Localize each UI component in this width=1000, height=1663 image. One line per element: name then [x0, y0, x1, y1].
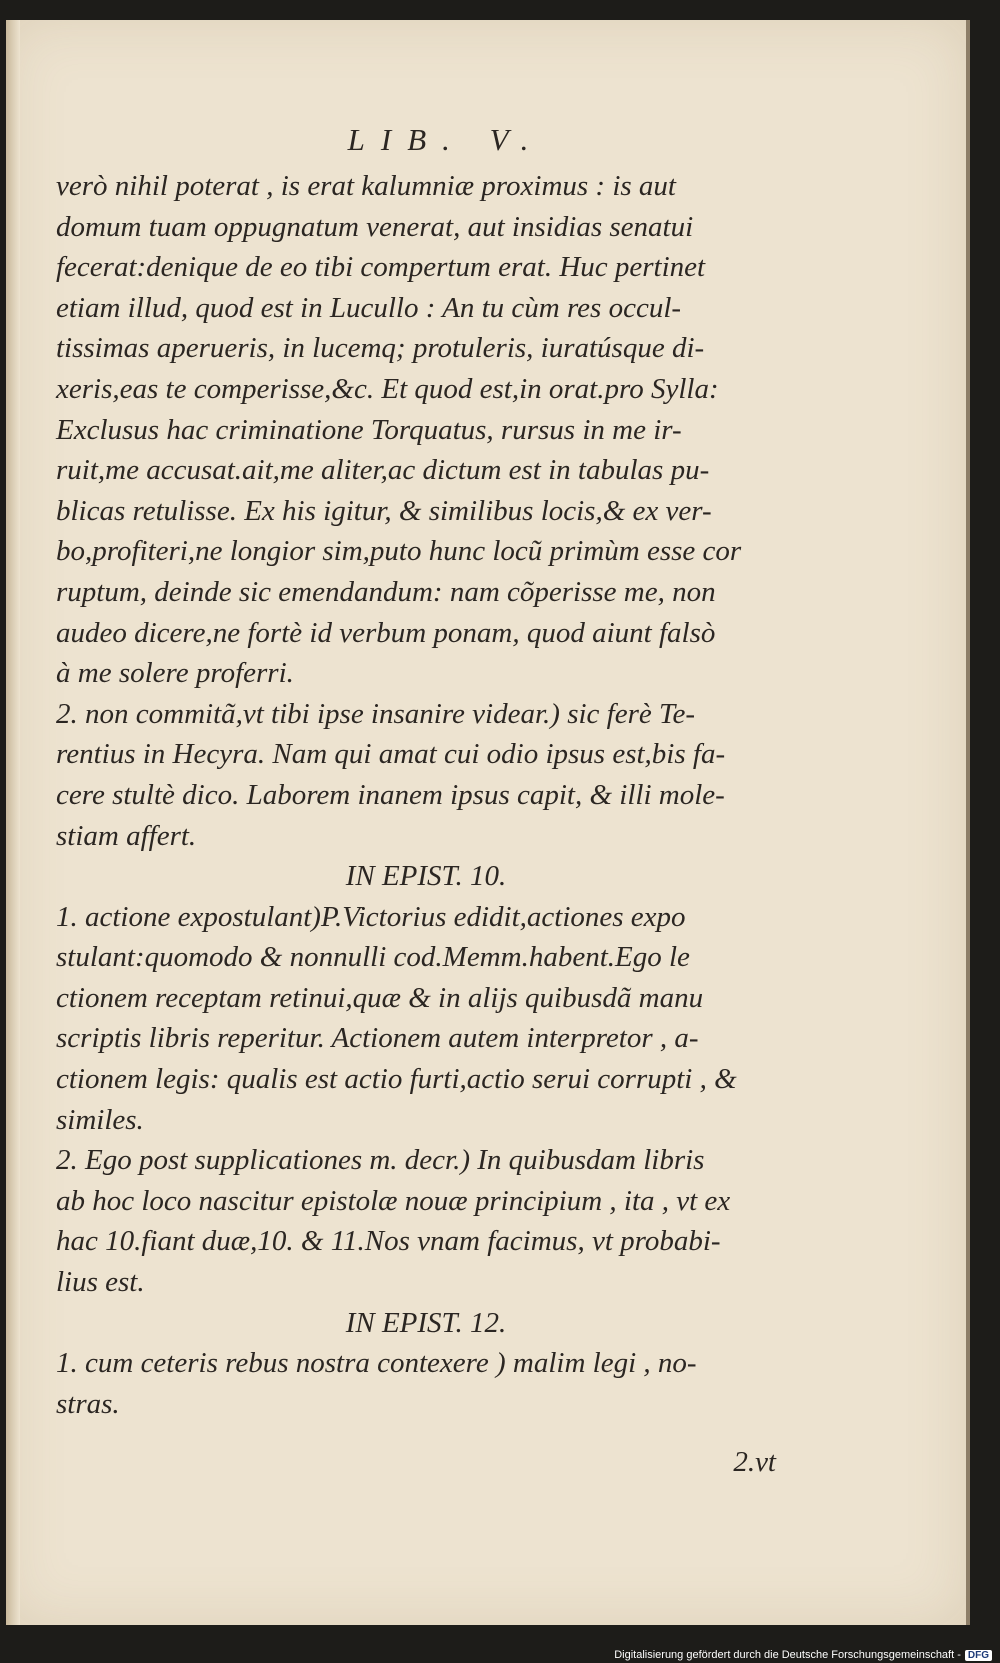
text-line: stras.: [56, 1387, 120, 1420]
text-block-1: [56, 166, 796, 856]
dfg-logo[interactable]: DFG: [965, 1650, 992, 1661]
text-line: 2. non commitã,vt tibi ipse insanire videar.) sic ferè Te-: [56, 697, 695, 730]
text-line: xeris,eas te comperisse,&c. Et quod est,in orat.pro Sylla:: [56, 372, 719, 405]
text-line: stulant:quomodo & nonnulli cod.Memm.habent.Ego le: [56, 941, 690, 974]
text-line: 1. cum ceteris rebus nostra contexere ) malim legi , no-: [56, 1347, 697, 1380]
text-line: lius est.: [56, 1266, 145, 1299]
text-line: Exclusus hac criminatione Torquatus, rursus in me ir-: [56, 413, 682, 446]
text-line: stiam affert.: [56, 819, 197, 852]
section-heading-epist-10: IN EPIST. 10.: [345, 860, 507, 893]
running-head: LIB. V.: [347, 122, 545, 157]
text-line: à me solere proferri.: [56, 657, 294, 690]
catchword: 2.vt: [733, 1446, 776, 1479]
text-line: 1. actione expostulant)P.Victorius edidit,actiones expo: [56, 900, 686, 933]
page-text: [56, 120, 796, 1483]
text-line: bo,profiteri,ne longior sim,puto hunc locũ primùm esse cor: [56, 535, 742, 568]
text-line: domum tuam oppugnatum venerat, aut insidias senatui: [56, 210, 694, 243]
page-gutter: [6, 20, 20, 1625]
digitization-footer: [614, 1649, 992, 1661]
text-line: similes.: [56, 1103, 144, 1136]
text-line: tissimas aperueris, in lucemq; protuleris, iuratúsque di-: [56, 332, 705, 365]
text-line: ctionem legis: qualis est actio furti,actio serui corrupti , &: [56, 1063, 737, 1096]
text-line: cere stultè dico. Laborem inanem ipsus capit, & illi mole-: [56, 778, 725, 811]
text-line: fecerat:denique de eo tibi compertum erat. Huc pertinet: [56, 251, 706, 284]
text-line: blicas retulisse. Ex his igitur, & similibus locis,& ex ver-: [56, 494, 712, 527]
text-line: audeo dicere,ne fortè id verbum ponam, quod aiunt falsò: [56, 616, 716, 649]
text-line: etiam illud, quod est in Lucullo : An tu cùm res occul-: [56, 291, 682, 324]
text-block-3: [56, 1343, 796, 1424]
text-line: ruptum, deinde sic emendandum: nam cõperisse me, non: [56, 575, 716, 608]
text-line: hac 10.fiant duæ,10. & 11.Nos vnam facimus, vt probabi-: [56, 1225, 721, 1258]
text-line: 2. Ego post supplicationes m. decr.) In quibusdam libris: [56, 1144, 705, 1177]
text-line: scriptis libris reperitur. Actionem autem interpretor , a-: [56, 1022, 699, 1055]
text-line: verò nihil poterat , is erat kalumniæ proximus : is aut: [56, 170, 676, 202]
text-line: ctionem receptam retinui,quæ & in alijs quibusdã manu: [56, 981, 704, 1014]
text-line: ruit,me accusat.ait,me aliter,ac dictum est in tabulas pu-: [56, 454, 710, 487]
text-block-2: [56, 897, 796, 1303]
text-line: ab hoc loco nascitur epistolæ nouæ principium , ita , vt ex: [56, 1184, 731, 1217]
footer-text: Digitalisierung gefördert durch die Deutsche Forschungsgemeinschaft -: [614, 1649, 961, 1661]
text-line: rentius in Hecyra. Nam qui amat cui odio ipsus est,bis fa-: [56, 738, 726, 771]
section-heading-epist-12: IN EPIST. 12.: [345, 1306, 507, 1339]
book-page: [6, 20, 970, 1625]
